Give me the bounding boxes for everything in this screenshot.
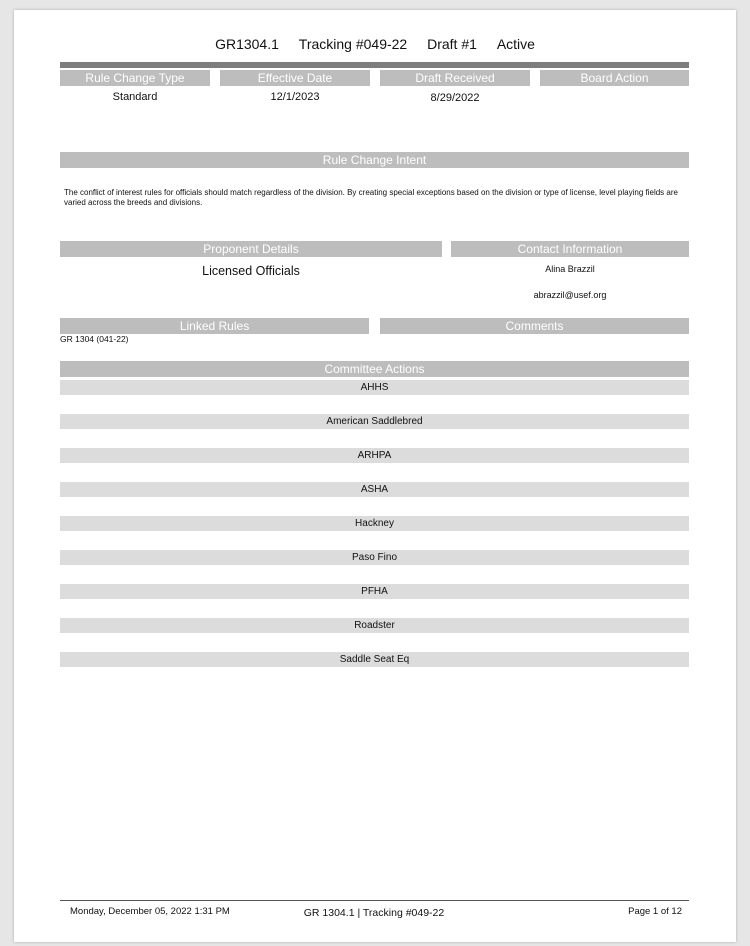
- footer-date: Monday, December 05, 2022 1:31 PM: [70, 906, 230, 917]
- document-page: [14, 10, 736, 942]
- title-divider: [60, 62, 689, 68]
- rule-number: GR1304.1: [215, 36, 279, 52]
- committee-item-roadster: Roadster: [60, 618, 689, 633]
- contact-heading: Contact Information: [451, 241, 689, 257]
- intent-heading: Rule Change Intent: [60, 152, 689, 168]
- intent-text: The conflict of interest rules for officials should match regardless of the division. By creating special exceptions based on the division or type of license, level playing fields are varied across the breeds and divisions.: [64, 188, 678, 207]
- committee-item-saddle-seat-eq: Saddle Seat Eq: [60, 652, 689, 667]
- footer-tracking: GR 1304.1 | Tracking #049-22: [303, 907, 445, 919]
- document-title: [14, 36, 736, 52]
- footer-page-number: Page 1 of 12: [628, 906, 682, 917]
- draft-number: Draft #1: [427, 36, 477, 52]
- proponent-heading: Proponent Details: [60, 241, 442, 257]
- committee-item-paso-fino: Paso Fino: [60, 550, 689, 565]
- header-draft-received: Draft Received: [380, 70, 530, 86]
- comments-heading: Comments: [380, 318, 689, 334]
- committee-item-hackney: Hackney: [60, 516, 689, 531]
- committee-item-arhpa: ARHPA: [60, 448, 689, 463]
- tracking-number: Tracking #049-22: [298, 36, 408, 52]
- proponent-value: Licensed Officials: [202, 264, 300, 278]
- value-draft-received: 8/29/2022: [430, 92, 480, 104]
- value-effective-date: 12/1/2023: [270, 91, 320, 103]
- footer-divider: [60, 900, 689, 901]
- committee-heading: Committee Actions: [60, 361, 689, 377]
- committee-item-asha: ASHA: [60, 482, 689, 497]
- linked-rule-value: GR 1304 (041-22): [60, 334, 129, 344]
- contact-email: abrazzil@usef.org: [533, 290, 607, 300]
- value-rule-change-type: Standard: [112, 91, 158, 103]
- header-effective-date: Effective Date: [220, 70, 370, 86]
- committee-item-ahhs: AHHS: [60, 380, 689, 395]
- committee-item-american-saddlebred: American Saddlebred: [60, 414, 689, 429]
- header-board-action: Board Action: [540, 70, 689, 86]
- contact-name: Alina Brazzil: [545, 264, 595, 274]
- status-label: Active: [496, 36, 535, 52]
- linked-rules-heading: Linked Rules: [60, 318, 369, 334]
- header-rule-change-type: Rule Change Type: [60, 70, 210, 86]
- committee-item-pfha: PFHA: [60, 584, 689, 599]
